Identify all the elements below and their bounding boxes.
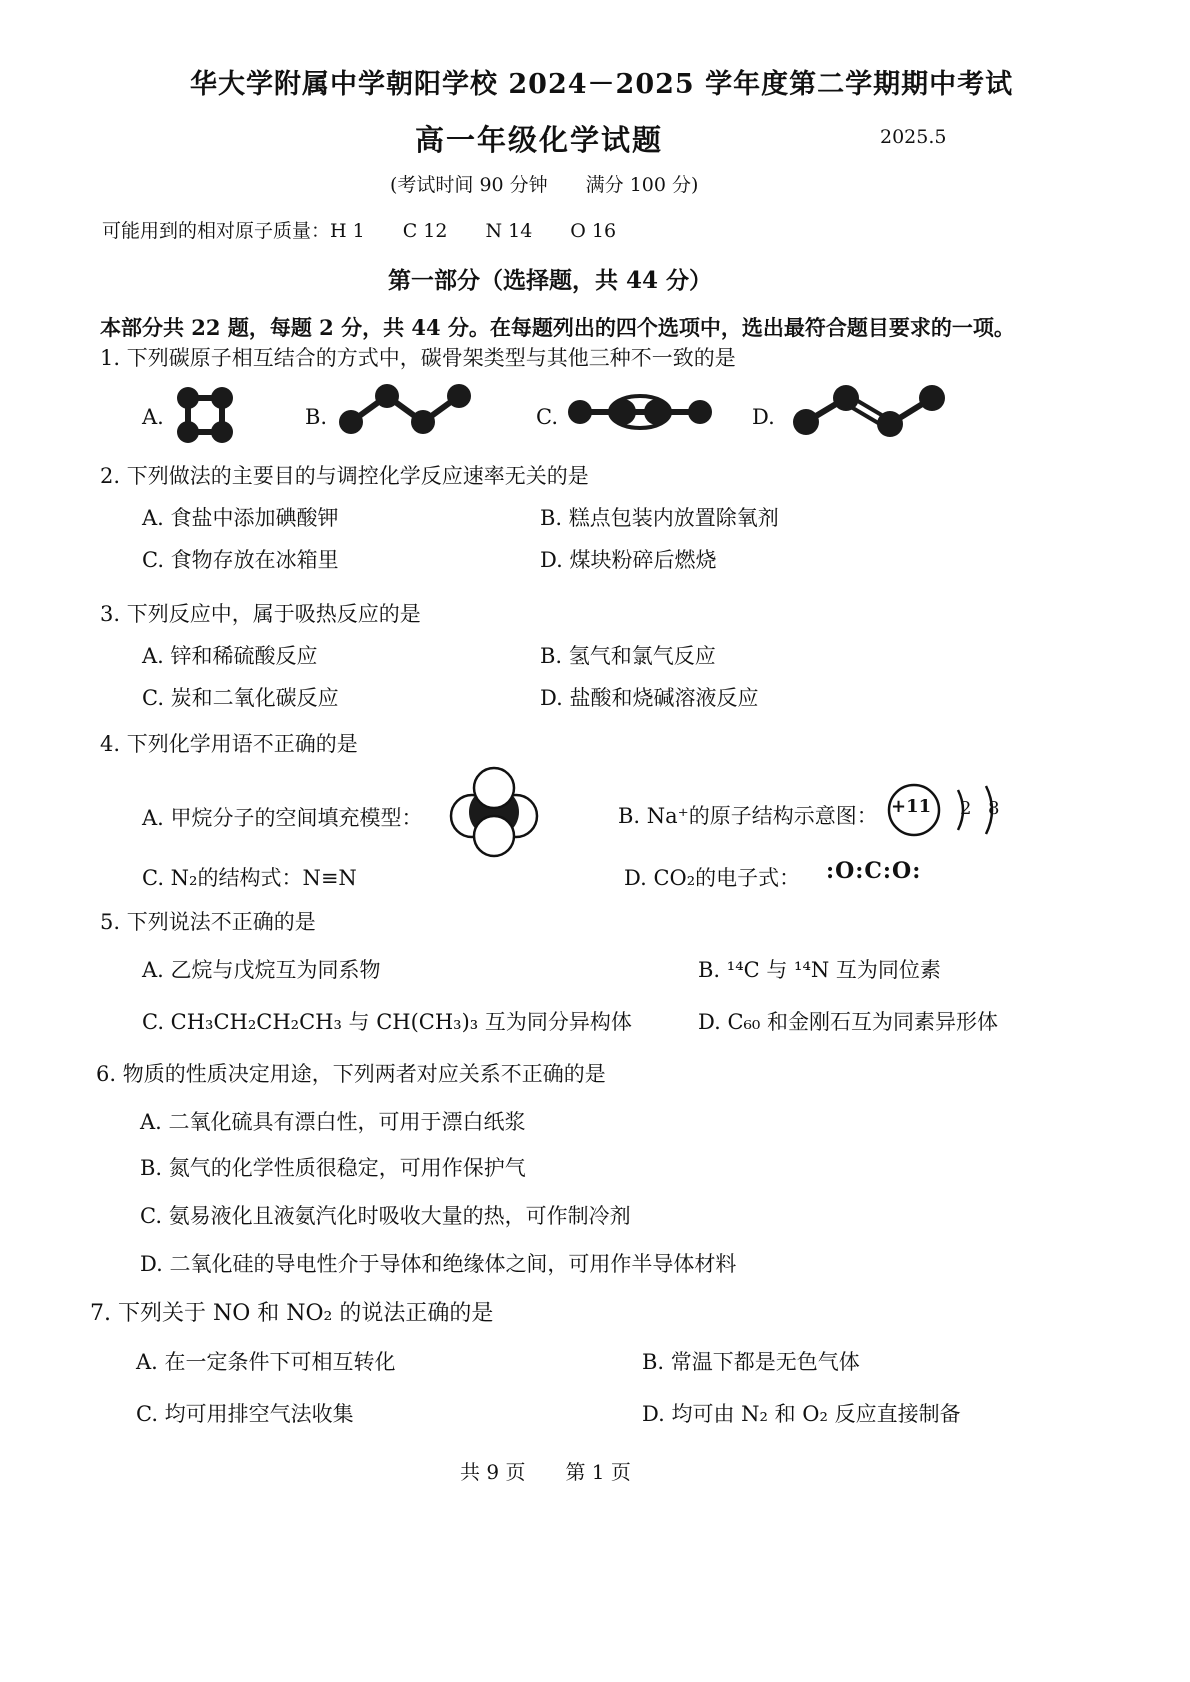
q6-option-d: D. 二氧化硅的导电性介于导体和绝缘体之间，可用作半导体材料 bbox=[140, 1252, 737, 1276]
q5-option-c: C. CH₃CH₂CH₂CH₃ 与 CH(CH₃)₃ 互为同分异构体 bbox=[142, 1010, 632, 1034]
q3-option-d: D. 盐酸和烧碱溶液反应 bbox=[540, 686, 759, 710]
q4-option-a: A. 甲烷分子的空间填充模型： bbox=[142, 806, 423, 830]
q2-option-c: C. 食物存放在冰箱里 bbox=[142, 548, 339, 572]
q7-option-d: D. 均可由 N₂ 和 O₂ 反应直接制备 bbox=[642, 1402, 961, 1426]
question-2-stem: 2. 下列做法的主要目的与调控化学反应速率无关的是 bbox=[100, 464, 589, 488]
q5-option-d: D. C₆₀ 和金刚石互为同素异形体 bbox=[698, 1010, 999, 1034]
question-7-stem: 7. 下列关于 NO 和 NO₂ 的说法正确的是 bbox=[90, 1301, 494, 1326]
q2-option-d: D. 煤块粉碎后燃烧 bbox=[540, 548, 717, 572]
nucleus-charge: +11 bbox=[891, 796, 932, 817]
q5-option-a: A. 乙烷与戊烷互为同系物 bbox=[142, 958, 381, 982]
school-title: 华大学附属中学朝阳学校 2024－2025 学年度第二学期期中考试 bbox=[190, 69, 1014, 100]
page-footer: 共 9 页 第 1 页 bbox=[460, 1460, 631, 1484]
q6-option-c: C. 氨易液化且液氨汽化时吸收大量的热，可作制冷剂 bbox=[140, 1204, 631, 1228]
q4-option-c: C. N₂的结构式：N≡N bbox=[142, 866, 357, 890]
q1-option-b-label: B. bbox=[305, 405, 328, 429]
question-3-stem: 3. 下列反应中，属于吸热反应的是 bbox=[100, 602, 421, 626]
shell-1-electrons: 2 bbox=[960, 798, 972, 819]
q1-chain-diagram-d bbox=[790, 382, 950, 442]
q1-option-c-label: C. bbox=[536, 405, 558, 429]
q2-option-a: A. 食盐中添加碘酸钾 bbox=[142, 506, 339, 530]
co2-electron-formula: :O:C:O: bbox=[826, 858, 922, 884]
q3-option-c: C. 炭和二氧化碳反应 bbox=[142, 686, 339, 710]
exam-date: 2025.5 bbox=[880, 126, 947, 148]
q1-chain-diagram-b bbox=[335, 382, 475, 442]
methane-model-icon bbox=[448, 766, 540, 858]
q7-option-c: C. 均可用排空气法收集 bbox=[136, 1402, 354, 1426]
shell-2-electrons: 8 bbox=[988, 798, 1000, 819]
q7-option-a: A. 在一定条件下可相互转化 bbox=[136, 1350, 396, 1374]
q5-option-b: B. ¹⁴C 与 ¹⁴N 互为同位素 bbox=[698, 958, 941, 982]
q3-option-b: B. 氢气和氯气反应 bbox=[540, 644, 716, 668]
section-title: 第一部分（选择题，共 44 分） bbox=[388, 267, 713, 294]
q3-option-a: A. 锌和稀硫酸反应 bbox=[142, 644, 318, 668]
question-4-stem: 4. 下列化学用语不正确的是 bbox=[100, 732, 358, 756]
exam-title: 高一年级化学试题 bbox=[415, 123, 664, 157]
q1-ring-diagram bbox=[170, 380, 240, 450]
q6-option-a: A. 二氧化硫具有漂白性，可用于漂白纸浆 bbox=[140, 1110, 526, 1134]
q6-option-b: B. 氮气的化学性质很稳定，可用作保护气 bbox=[140, 1156, 526, 1180]
q1-option-d-label: D. bbox=[752, 405, 775, 429]
q1-chain-diagram-c bbox=[565, 390, 715, 434]
question-6-stem: 6. 物质的性质决定用途，下列两者对应关系不正确的是 bbox=[96, 1062, 606, 1086]
q1-option-a-label: A. bbox=[142, 405, 164, 429]
q2-option-b: B. 糕点包装内放置除氧剂 bbox=[540, 506, 779, 530]
q7-option-b: B. 常温下都是无色气体 bbox=[642, 1350, 860, 1374]
section-instructions: 本部分共 22 题，每题 2 分，共 44 分。在每题列出的四个选项中，选出最符合题目要求的一项。 bbox=[100, 315, 1015, 340]
question-1-stem: 1. 下列碳原子相互结合的方式中，碳骨架类型与其他三种不一致的是 bbox=[100, 346, 736, 370]
q4-option-d: D. CO₂的电子式： bbox=[624, 866, 801, 890]
atomic-masses: 可能用到的相对原子质量：H 1 C 12 N 14 O 16 bbox=[102, 220, 617, 242]
q4-option-b: B. Na⁺的原子结构示意图： bbox=[618, 804, 878, 828]
question-5-stem: 5. 下列说法不正确的是 bbox=[100, 910, 316, 934]
exam-info: (考试时间 90 分钟 满分 100 分) bbox=[390, 174, 699, 196]
